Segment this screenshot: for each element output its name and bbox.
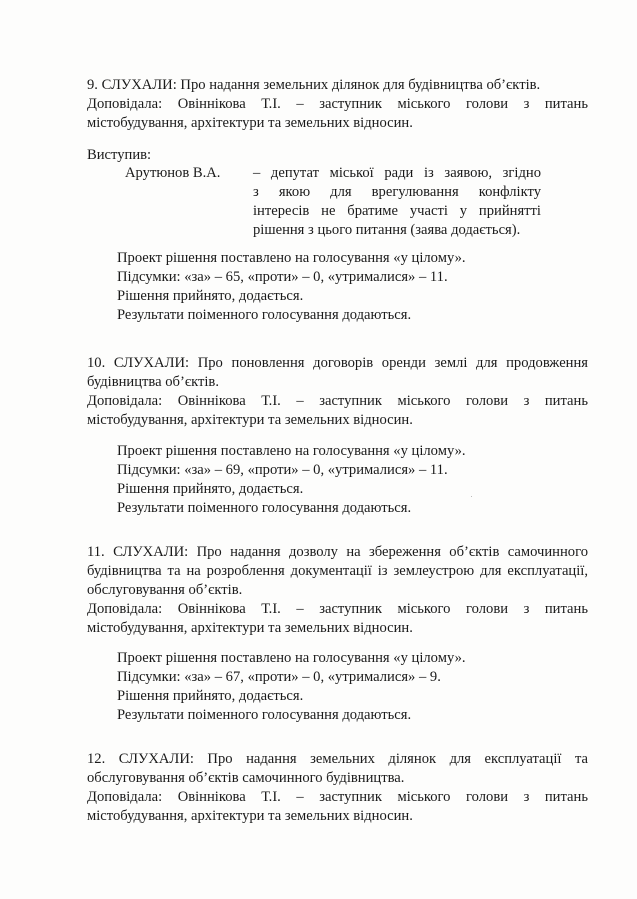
scan-speck bbox=[471, 496, 472, 497]
reporter-line: містобудування, архітектури та земельних відносин. bbox=[87, 412, 413, 428]
vote-line: Результати поіменного голосування додаються. bbox=[117, 500, 412, 516]
reporter-line: Доповідала: Овіннікова Т.І. – заступник міського голови з питань bbox=[87, 789, 588, 805]
vote-line: Рішення прийнято, додається. bbox=[117, 481, 304, 497]
reporter-line: містобудування, архітектури та земельних відносин. bbox=[87, 808, 413, 824]
speech-line: з якою для врегулювання конфлікту bbox=[253, 184, 541, 200]
vote-line: Підсумки: «за» – 67, «проти» – 0, «утрималися» – 9. bbox=[117, 669, 441, 685]
reporter-line: містобудування, архітектури та земельних відносин. bbox=[87, 620, 413, 636]
item-heading: обслуговування об’єктів самочинного будівництва. bbox=[87, 770, 405, 786]
speaker-name: Арутюнов В.А. bbox=[125, 165, 221, 181]
speech-line: – депутат міської ради із заявою, згідно bbox=[253, 165, 541, 181]
item-heading: 10. СЛУХАЛИ: Про поновлення договорів оренди землі для продовження bbox=[87, 355, 588, 371]
vote-line: Проект рішення поставлено на голосування «у цілому». bbox=[117, 650, 466, 666]
vote-line: Результати поіменного голосування додаються. bbox=[117, 707, 412, 723]
item-heading: 9. СЛУХАЛИ: Про надання земельних ділянок для будівництва об’єктів. bbox=[87, 77, 541, 93]
vote-line: Підсумки: «за» – 65, «проти» – 0, «утрималися» – 11. bbox=[117, 269, 448, 285]
item-heading: будівництва об’єктів. bbox=[87, 374, 219, 390]
vote-line: Проект рішення поставлено на голосування «у цілому». bbox=[117, 250, 466, 266]
item-heading: 11. СЛУХАЛИ: Про надання дозволу на збереження об’єктів самочинного bbox=[87, 544, 588, 560]
speech-line: рішення з цього питання (заява додається). bbox=[253, 222, 521, 238]
item-heading: 12. СЛУХАЛИ: Про надання земельних ділянок для експлуатації та bbox=[87, 751, 588, 767]
reporter-line: містобудування, архітектури та земельних відносин. bbox=[87, 115, 413, 131]
reporter-line: Доповідала: Овіннікова Т.І. – заступник міського голови з питань bbox=[87, 393, 588, 409]
vote-line: Рішення прийнято, додається. bbox=[117, 688, 304, 704]
item-heading: будівництва та на розроблення документації із землеустрою для експлуатації, bbox=[87, 563, 588, 579]
vote-line: Проект рішення поставлено на голосування «у цілому». bbox=[117, 443, 466, 459]
vote-line: Підсумки: «за» – 69, «проти» – 0, «утрималися» – 11. bbox=[117, 462, 448, 478]
reporter-line: Доповідала: Овіннікова Т.І. – заступник міського голови з питань bbox=[87, 601, 588, 617]
item-heading: обслуговування об’єктів. bbox=[87, 582, 243, 598]
reporter-line: Доповідала: Овіннікова Т.І. – заступник міського голови з питань bbox=[87, 96, 588, 112]
speech-title: Виступив: bbox=[87, 147, 152, 163]
speech-line: інтересів не братиме участі у прийнятті bbox=[253, 203, 541, 219]
vote-line: Рішення прийнято, додається. bbox=[117, 288, 304, 304]
vote-line: Результати поіменного голосування додаються. bbox=[117, 307, 412, 323]
